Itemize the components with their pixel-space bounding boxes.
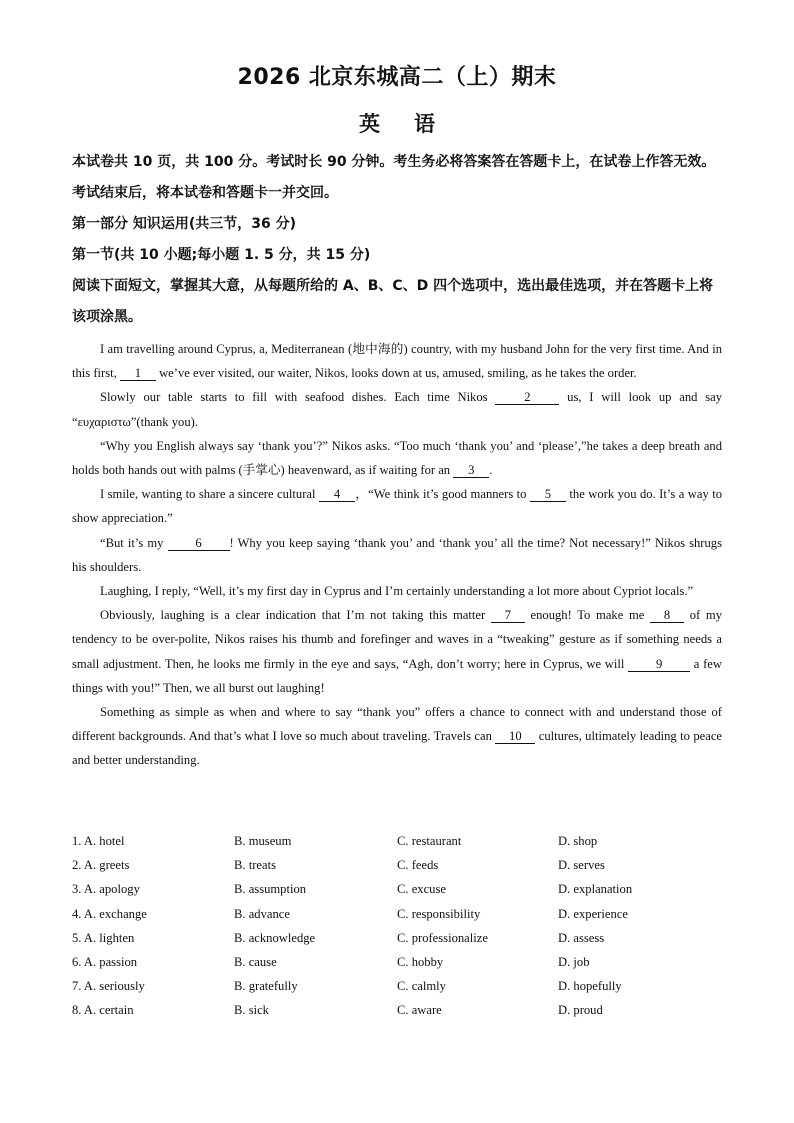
option-b: B. advance — [234, 906, 290, 921]
exam-notice: 本试卷共 10 页，共 100 分。考试时长 90 分钟。考生务必将答案答在答题卡上，在试卷上作答无效。考试结束后，将本试卷和答题卡一并交回。 — [72, 154, 716, 201]
option-row — [72, 829, 722, 853]
option-d: D. hopefully — [558, 979, 622, 994]
option-c: C. feeds — [397, 858, 439, 873]
passage-text: the work you do. It’s a way to show appreciation.” — [72, 487, 722, 526]
passage-text: ，“We think it’s good manners to — [354, 487, 530, 502]
option-a: 7. A. seriously — [72, 979, 145, 994]
option-d: D. experience — [558, 906, 628, 921]
option-b: B. cause — [234, 954, 277, 969]
option-c: C. excuse — [397, 882, 446, 897]
blank-9: 9 — [628, 657, 690, 672]
option-a: 1. A. hotel — [72, 834, 125, 848]
passage-text: “But it’s my — [100, 535, 168, 550]
passage-text: I am travelling around Cyprus, a, Mediterranean (地中海的) country, with my husband John for the very first time. And in this first, — [72, 342, 722, 381]
option-d: D. shop — [558, 834, 598, 848]
passage-paragraph: Laughing, I reply, “Well, it’s my first day in Cyprus and I’m certainly understanding a lot more about Cypriot locals.” — [100, 584, 694, 599]
option-row — [72, 853, 722, 877]
passage-text: we’ve ever visited, our waiter, Nikos, looks down at us, amused, smiling, as he takes the order. — [155, 366, 637, 381]
blank-1: 1 — [120, 366, 156, 381]
blank-4: 4 — [319, 487, 355, 502]
option-d: D. explanation — [558, 882, 633, 897]
option-a: 3. A. apology — [72, 882, 140, 897]
option-b: B. sick — [234, 1003, 269, 1018]
option-c: C. calmly — [397, 979, 446, 994]
passage-paragraph — [72, 482, 722, 530]
option-b: B. acknowledge — [234, 930, 316, 945]
option-c: C. professionalize — [397, 930, 488, 945]
option-row — [72, 902, 722, 926]
cloze-passage — [72, 337, 722, 773]
option-b: B. assumption — [234, 882, 307, 897]
passage-paragraph — [72, 700, 722, 773]
passage-text: Obviously, laughing is a clear indication that I’m not taking this matter — [100, 608, 491, 623]
option-row — [72, 974, 722, 998]
option-row — [72, 926, 722, 950]
blank-10: 10 — [495, 729, 535, 744]
option-d: D. serves — [558, 858, 605, 873]
option-d: D. proud — [558, 1003, 603, 1018]
passage-text: enough! To make me — [524, 608, 651, 623]
passage-text: us, I will look up and say “ευχαριστω”(thank you). — [72, 390, 722, 429]
option-b: B. treats — [234, 858, 276, 873]
passage-text: a few things with you!” Then, we all burst out laughing! — [72, 656, 722, 695]
exam-title: 2026 北京东城高二（上）期末 — [237, 65, 557, 90]
blank-6: 6 — [168, 536, 230, 551]
option-a: 8. A. certain — [72, 1003, 134, 1018]
passage-paragraph — [72, 531, 722, 579]
option-row — [72, 950, 722, 974]
option-row — [72, 998, 722, 1022]
option-b: B. gratefully — [234, 979, 298, 994]
passage-text: ! Why you keep saying ‘thank you’ and ‘thank you’ all the time? Not necessary!” Nikos shrugs his shoulders. — [72, 535, 722, 574]
option-d: D. assess — [558, 930, 605, 945]
passage-paragraph — [72, 337, 722, 385]
blank-2: 2 — [495, 390, 559, 405]
passage-text: . — [489, 463, 493, 478]
passage-text: Slowly our table starts to fill with seafood dishes. Each time Nikos — [100, 390, 496, 405]
blank-3: 3 — [453, 463, 489, 478]
option-c: C. hobby — [397, 954, 444, 969]
part-heading: 第一部分 知识运用(共三节，36 分) — [72, 216, 297, 232]
passage-text: I smile, wanting to share a sincere cultural — [100, 487, 319, 502]
option-b: B. museum — [234, 834, 292, 848]
subject-heading: 英语 — [359, 112, 469, 136]
option-a: 4. A. exchange — [72, 906, 147, 921]
blank-7: 7 — [491, 608, 525, 623]
option-row — [72, 877, 722, 901]
passage-text: Something as simple as when and where to say “thank you” offers a chance to connect with and understand those of different backgrounds. And that’s what I love so much about traveling. Travels can — [72, 705, 722, 744]
answer-options — [72, 829, 722, 1023]
option-c: C. responsibility — [397, 906, 481, 921]
passage-text: of my tendency to be over-polite, Nikos raises his thumb and forefinger and waves in a “tweaking” gesture as if something needs a small adjustment. Then, he looks me firmly in the eye and says, “Agh, don’t worry; here in Cyprus, we will — [72, 608, 722, 671]
passage-paragraph — [72, 434, 722, 482]
section-heading: 第一节(共 10 小题;每小题 1. 5 分，共 15 分) — [72, 247, 371, 263]
option-c: C. aware — [397, 1003, 442, 1018]
option-a: 5. A. lighten — [72, 930, 135, 945]
option-d: D. job — [558, 954, 590, 969]
passage-paragraph — [72, 385, 722, 433]
reading-directions: 阅读下面短文，掌握其大意，从每题所给的 A、B、C、D 四个选项中，选出最佳选项，并在答题卡上将该项涂黑。 — [72, 278, 714, 325]
option-c: C. restaurant — [397, 834, 462, 848]
passage-text: cultures, ultimately leading to peace and better understanding. — [72, 729, 722, 768]
option-a: 6. A. passion — [72, 954, 138, 969]
passage-paragraph — [72, 603, 722, 700]
option-a: 2. A. greets — [72, 858, 130, 873]
passage-text: “Why you English always say ‘thank you’?” Nikos asks. “Too much ‘thank you’ and ‘please’,”he takes a deep breath and holds both hands out with palms (手掌心) heavenward, as if waiting for an — [72, 438, 722, 478]
blank-8: 8 — [650, 608, 684, 623]
blank-5: 5 — [530, 487, 566, 502]
